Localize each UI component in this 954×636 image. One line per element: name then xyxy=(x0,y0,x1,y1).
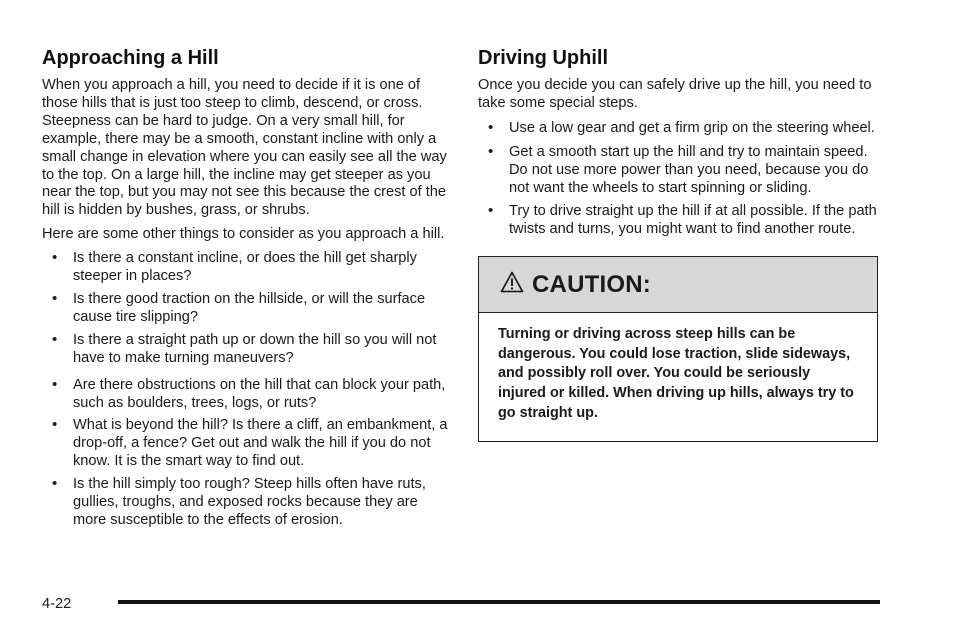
page-number: 4-22 xyxy=(42,596,72,612)
caution-text: Turning or driving across steep hills can be dangerous. You could lose traction, slide sideways, and possibly roll over. You could be seriously injured or killed. When driving up hills, always try to go straight up. xyxy=(498,326,854,421)
consider-list xyxy=(42,250,452,530)
caution-box xyxy=(478,256,878,442)
uphill-intro-paragraph: Once you decide you can safely drive up the hill, you need to take some special steps. xyxy=(478,77,872,111)
left-column xyxy=(42,46,452,535)
section-heading-approaching-hill: Approaching a Hill xyxy=(42,47,219,69)
list-item: • Is there good traction on the hillside, or will the surface cause tire slipping? xyxy=(42,291,452,327)
section-heading-driving-uphill: Driving Uphill xyxy=(478,47,608,69)
consider-paragraph: Here are some other things to consider as you approach a hill. xyxy=(42,226,445,243)
list-item: • Is there a straight path up or down the hill so you will not have to make turning maneuvers? xyxy=(42,332,452,368)
intro-paragraph: When you approach a hill, you need to decide if it is one of those hills that is just too steep to climb, descend, or cross. Steepness can be hard to judge. On a very small hill, for example, there may be a smooth, constant incline with only a small change in elevation where you can easily see all the way to the top. On a large hill, the incline may get steeper as you near the top, but you may not see this because the crest of the hill is hidden by bushes, grass, or shrubs. xyxy=(42,77,447,219)
list-item: • Are there obstructions on the hill that can block your path, such as boulders, trees, logs, or ruts? xyxy=(42,377,452,413)
list-item: • Use a low gear and get a firm grip on the steering wheel. xyxy=(478,120,880,138)
list-item: • Try to drive straight up the hill if at all possible. If the path twists and turns, you might want to find another route. xyxy=(478,203,880,239)
footer-rule xyxy=(118,600,880,604)
list-item: • What is beyond the hill? Is there a cliff, an embankment, a drop-off, a fence? Get out and walk the hill if you do not know. It is the smart way to find out. xyxy=(42,417,452,471)
uphill-steps-list xyxy=(478,120,880,239)
caution-header xyxy=(479,257,877,313)
caution-title: CAUTION: xyxy=(532,270,651,298)
list-item: • Is there a constant incline, or does the hill get sharply steeper in places? xyxy=(42,250,452,286)
warning-triangle-icon xyxy=(500,271,524,298)
list-item: • Get a smooth start up the hill and try to maintain speed. Do not use more power than you need, because you do not want the wheels to start spinning or sliding. xyxy=(478,144,880,198)
list-item: • Is the hill simply too rough? Steep hills often have ruts, gullies, troughs, and exposed rocks because they are more susceptible to the effects of erosion. xyxy=(42,476,452,530)
right-column xyxy=(478,46,880,442)
